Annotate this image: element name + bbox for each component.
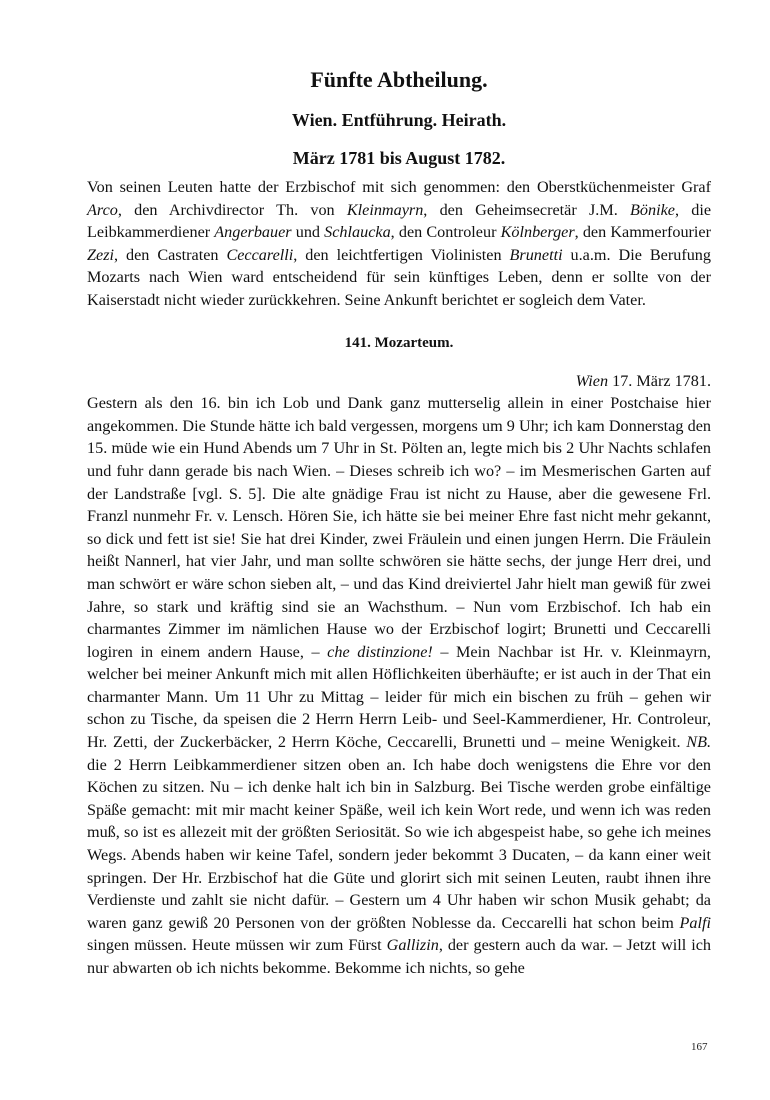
intro-paragraph: Von seinen Leuten hatte der Erzbischof mit sich genommen: den Oberstküchenmeister Graf Arco, den Archivdirector Th. von Kleinmayrn, den Geheimsecretär J.M. Bönike, die Leibkammerdiener Angerbauer und Schlaucka, den Controleur Kölnberger, den Kammerfourier Zezi, den Castraten Ceccarelli, den leichtfertigen Violinisten Brunetti u.a.m. Die Berufung Mozarts nach Wien ward entscheidend für sein künftiges Leben, denn er sollte von der Kaiserstadt nicht wieder zurückkehren. Seine Ankunft berichtet er sogleich dem Vater. bbox=[87, 178, 712, 309]
letter-body: Gestern als den 16. bin ich Lob und Dank ganz mutterselig allein in einer Postchaise hier angekommen. Die Stunde hätte ich bald vergessen, morgens um 9 Uhr; ich kam Donnerstag den 15. müde wie ein Hund Abends um 7 Uhr in St. Pölten an, legte mich bis 2 Uhr Nachts schlafen und fuhr dann gerade bis nach Wien. – Dieses schreib ich wo? – im Mesmerischen Garten auf der Landstraße [vgl. S. 5]. Die alte gnädige Frau ist nicht zu Hause, aber die gewesene Frl. Franzl nunmehr Fr. v. Lensch. Hören Sie, ich hätte sie bei meiner Ehre fast nicht mehr gekannt, so dick und fett ist sie! Sie hat drei Kinder, zwei Fräulein und einen jungen Herrn. Die Fräulein heißt Nannerl, hat vier Jahr, und man sollte schwören sie hätte sechs, der junge Herr drei, und man schwört er wäre schon sieben alt, – und das Kind dreiviertel Jahr hielt man gewiß für zwei Jahre, so stark und kräftig sind sie an Wachsthum. – Nun vom Erzbischof. Ich hab ein charmantes Zimmer im nämlichen Hause wo der Erzbischof logirt; Brunetti und Ceccarelli logiren in einem andern Hause, – che distinzione! – Mein Nachbar ist Hr. v. Kleinmayrn, welcher bei meiner Ankunft mich mit allen Höflichkeiten überhäufte; er ist auch in der That ein charmanter Mann. Um 11 Uhr zu Mittag – leider für mich ein bischen zu früh – gehen wir schon zu Tische, da speisen die 2 Herrn Herrn Leib- und Seel-Kammerdiener, Hr. Controleur, Hr. Zetti, der Zuckerbäcker, 2 Herrn Köche, Ceccarelli, Brunetti und – meine Wenigkeit. NB. die 2 Herrn Leibkammerdiener sitzen oben an. Ich habe doch wenigstens die Ehre vor den Köchen zu sitzen. Nu – ich denke halt ich bin in Salzburg. Bei Tische werden grobe einfältige Späße gemacht: mit mir macht keiner Späße, weil ich kein Wort rede, und wenn ich was reden muß, so ist es allezeit mit der größten Seriosität. So wie ich abgespeist habe, so gehe ich meines Wegs. Abends haben wir keine Tafel, sondern jeder bekommt 3 Ducaten, – da kann einer weit springen. Der Hr. Erzbischof hat die Güte und glorirt sich mit seinen Leuten, raubt ihnen ihre Verdienste und zahlt sie nicht dafür. – Gestern um 4 Uhr haben wir schon Musik gehabt; da waren ganz gewiß 20 Personen von der größten Noblesse da. Ceccarelli hat schon beim Palfi singen müssen. Heute müssen wir zum Fürst Gallizin, der gestern auch da war. – Jetzt will ich nur abwarten ob ich nichts bekomme. Bekomme ich nichts, so gehe bbox=[87, 394, 711, 977]
section-period: März 1781 bis August 1782. bbox=[292, 148, 506, 168]
letter-title: 141. Mozarteum. bbox=[344, 334, 454, 351]
letter-place: Wien bbox=[575, 371, 609, 390]
section-subtitle: Wien. Entführung. Heirath. bbox=[291, 110, 507, 130]
document-page bbox=[87, 60, 711, 980]
section-heading: Fünfte Abtheilung. bbox=[310, 67, 488, 92]
letter-date: 17. März 1781. bbox=[608, 371, 711, 390]
letter-dateline bbox=[87, 370, 711, 393]
page-number: 167 bbox=[691, 1041, 708, 1053]
